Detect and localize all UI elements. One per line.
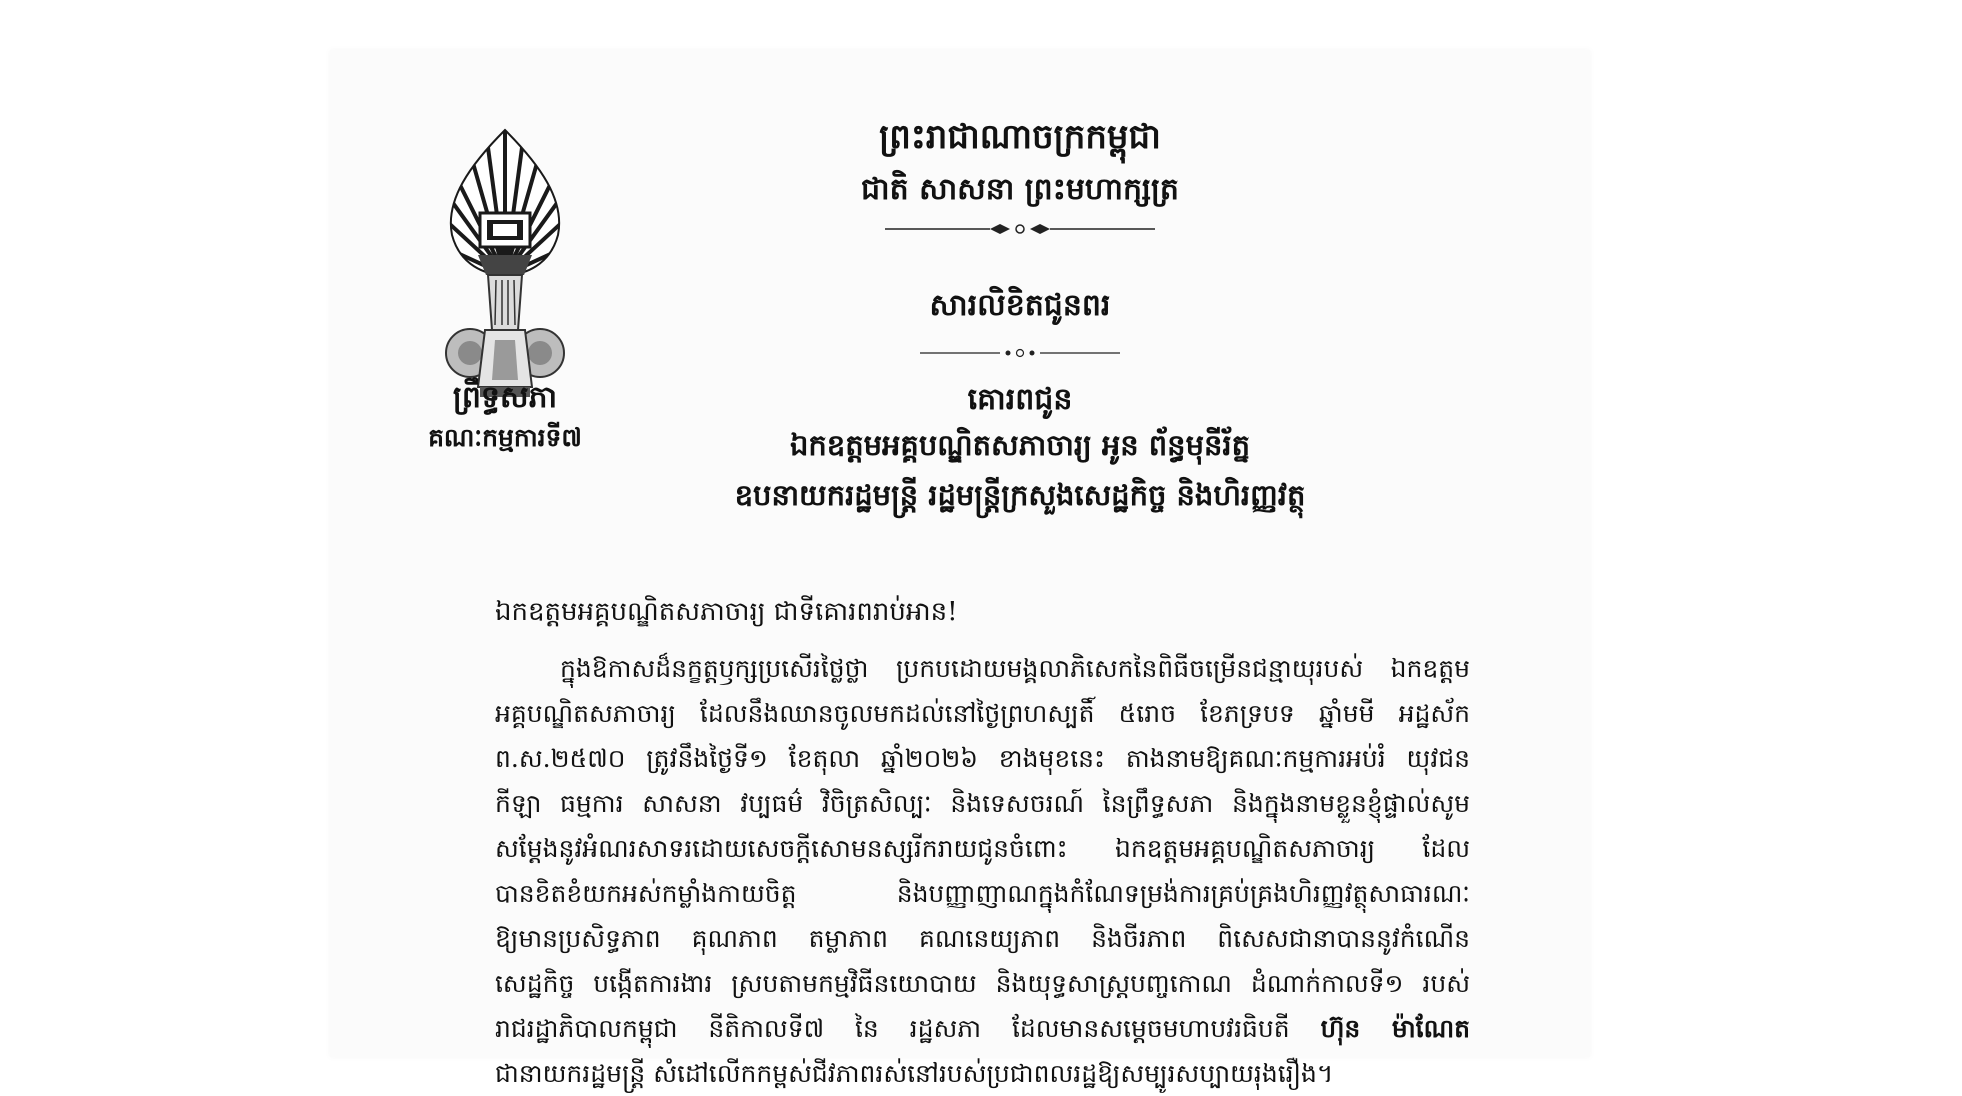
senate-emblem-icon <box>440 125 570 405</box>
letter-salutation: ឯកឧត្តមអគ្គបណ្ឌិតសភាចារ្យ ជាទីគោរពរាប់អាន! <box>495 597 958 627</box>
senate-name: ព្រឹទ្ធសភា <box>452 380 558 415</box>
commission-name: គណៈកម្មការទី៧ <box>428 423 582 452</box>
prime-minister-name: ហ៊ុន ម៉ាណែត <box>1320 1014 1470 1043</box>
body-line: បានខិតខំយកអស់កម្លាំងកាយចិត្ត និងបញ្ញាញាណក្នុងកំណែទម្រង់ការគ្រប់គ្រងហិរញ្ញវត្ថុសាធារណៈ <box>495 879 1470 908</box>
body-line: ព.ស.២៥៧០ ត្រូវនឹងថ្ងៃទី១ ខែតុលា ឆ្នាំ២០២៦ ខាងមុខនេះ តាងនាមឱ្យគណៈកម្មការអប់រំ យុវជន <box>495 744 1470 773</box>
body-line: អគ្គបណ្ឌិតសភាចារ្យ ដែលនឹងឈានចូលមកដល់នៅថ្ងៃព្រហស្បតិ៍ ៥រោច ខែភទ្របទ ឆ្នាំមមី អដ្ឋស័ក <box>495 699 1470 728</box>
body-line: ឱ្យមានប្រសិទ្ធភាព គុណភាព តម្លាភាព គណនេយ្យភាព និងចីរភាព ពិសេសជានាបាននូវកំណើន <box>495 924 1470 953</box>
recipient-greeting: គោរពជូន <box>967 382 1073 417</box>
document-title: សារលិខិតជូនពរ <box>929 288 1111 323</box>
kingdom-heading: ព្រះរាជាណាចក្រកម្ពុជា <box>879 117 1161 157</box>
national-motto: ជាតិ សាសនា ព្រះមហាក្សត្រ <box>861 172 1179 207</box>
body-line-with-name <box>495 1006 1470 1051</box>
letter-body <box>495 646 1470 1096</box>
divider-ornament-icon <box>885 222 1155 236</box>
body-line: សេដ្ឋកិច្ច បង្កើតការងារ ស្របតាមកម្មវិធីនយោបាយ និងយុទ្ធសាស្ត្របញ្ចកោណ ដំណាក់កាលទី១ របស់ <box>495 969 1470 998</box>
body-line: កីឡា ធម្មការ សាសនា វប្បធម៌ វិចិត្រសិល្បៈ និងទេសចរណ៍ នៃព្រឹទ្ធសភា និងក្នុងនាមខ្លួនខ្ញុំផ្ទាល់សូម <box>495 789 1470 818</box>
recipient-position: ឧបនាយករដ្ឋមន្ត្រី រដ្ឋមន្ត្រីក្រសួងសេដ្ឋកិច្ច និងហិរញ្ញវត្ថុ <box>734 478 1306 512</box>
body-line: ក្នុងឱកាសដ៏នក្ខត្តឫក្សប្រសើរថ្លៃថ្លា ប្រកបដោយមង្គលាភិសេកនៃពិធីចម្រើនជន្មាយុរបស់ ឯកឧត្តម <box>560 654 1470 683</box>
body-line: ជានាយករដ្ឋមន្ត្រី សំដៅលើកកម្ពស់ជីវភាពរស់នៅរបស់ប្រជាពលរដ្ឋឱ្យសម្បូរសប្បាយរុងរឿង។ <box>495 1059 1334 1088</box>
letter-page <box>330 50 1590 1088</box>
body-line: សម្តែងនូវអំណរសាទរដោយសេចក្តីសោមនស្សរីករាយជូនចំពោះ ឯកឧត្តមអគ្គបណ្ឌិតសភាចារ្យ ដែល <box>495 834 1470 863</box>
body-line-text: រាជរដ្ឋាភិបាលកម្ពុជា នីតិកាលទី៧ នៃ រដ្ឋសភា ដែលមានសម្តេចមហាបវរធិបតី <box>495 1014 1290 1043</box>
title-divider-icon <box>920 346 1120 360</box>
recipient-name: ឯកឧត្តមអគ្គបណ្ឌិតសភាចារ្យ អូន ព័ន្ធមុនីរ័ត្ន <box>789 428 1250 462</box>
